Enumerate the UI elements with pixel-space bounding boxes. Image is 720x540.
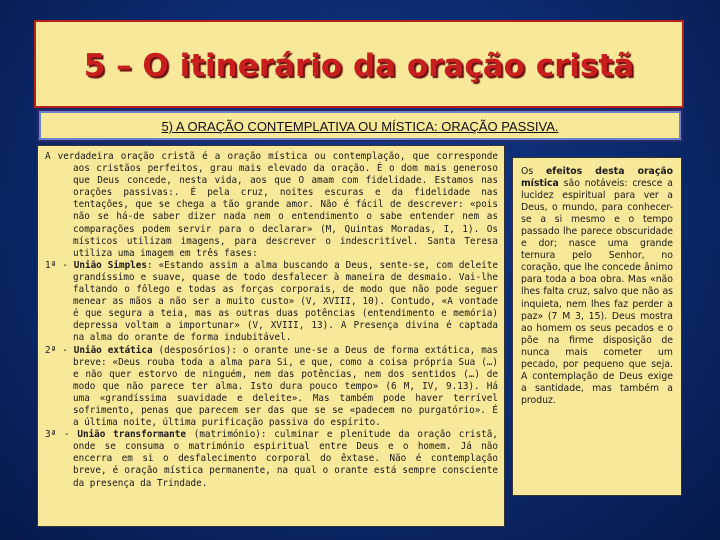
- side-paragraph: [521, 166, 673, 407]
- slide-subtitle: 5) A ORAÇÃO CONTEMPLATIVA OU MÍSTICA: ORAÇÃO PASSIVA.: [161, 119, 559, 134]
- stage-3-paragraph: [45, 429, 498, 489]
- stage-1-text: : «Estando assim a alma buscando a Deus, sente-se, com deleite grandíssimo e suave, quase de todo desfalecer à maneira de desmaio. Vai-lhe faltando o fôlego e todas as forças corporais, de modo que não pode seguer menear as mãos a não ser a muito custo» (V, XVIII, 10). Contudo, «A vontade é que segura a teia, mas as outras duas potências (entendimento e memória) depressa voltam a importunar» (V, XVIII, 13). A Presença divina é captada na alma do orante de forma indubitável.: [73, 259, 498, 344]
- side-text: são notáveis: cresce a lucidez espiritual para ver a Deus, o mundo, para conhecer-se a si mesmo e o tempo passado lhe parece obscuridade e dor; nasce uma grande ternura pelo Senhor, no coração, que lhe concede ânimo para toda a boa obra. Mas «não lhes falta cruz, salvo que não as inquieta, nem lhes faz perder a paz» (7 M 3, 15). Deus mostra ao homem os seus pecados e o põe na firme disposição de nunca mais cometer um pecado, por pequeno que seja. A contemplação de Deus exige a santidade, mas também a produz.: [521, 178, 673, 406]
- side-lead: Os: [521, 166, 534, 177]
- side-term: efeitos desta oração mística: [521, 166, 673, 190]
- stage-2-term: União extática: [73, 344, 153, 356]
- stage-1-term: União Simples: [73, 259, 147, 271]
- stage-3-term: União transformante: [77, 429, 186, 441]
- title-box: [34, 20, 684, 108]
- stage-2-text: (desposórios): o orante une-se a Deus de forma extática, mas breve: «Deus rouba toda a alma para Si, e que, como a coisa própria Sua (…) e não quer estorvo de ninguém, nem das potências, nem dos sentidos (…) de modo que não parece ter alma. Isto dura pouco tempo» (6 M, IV, 9.13). Há uma «grandíssima suavidade e deleite». Mas também pode haver terrível sofrimento, penas que parecem ser das que se se «padecem no purgatório». É a última noite, última purificação passiva do espírito.: [73, 344, 498, 429]
- stage-2-prefix: 2ª -: [45, 344, 74, 356]
- subtitle-box: [37, 109, 683, 142]
- stage-1-paragraph: [45, 260, 498, 345]
- main-text-box: [37, 145, 505, 527]
- intro-paragraph: A verdadeira oração cristã é a oração mística ou contemplação, que corresponde aos cristãos perfeitos, grau mais elevado da oração. É o dom mais generoso que Deus concede, nesta vida, aos que O amam com fidelidade. Estamos nas orações passivas:. É pela cruz, noites escuras e da fidelidade nas tentações, que se chega a tão grande amor. Não é fácil de descrever: «pois não se há-de saber dizer nada nem o entendimento o sabe entender nem as comparações podem servir para o declarar» (M, Quintas Moradas, I, 1). Os místicos utilizam imagens, para descrever o indescritível. Santa Teresa utiliza uma imagem em três fases:: [45, 151, 498, 259]
- stage-3-prefix: 3ª -: [45, 429, 78, 441]
- stage-1-prefix: 1ª -: [45, 259, 74, 271]
- stage-2-paragraph: [45, 345, 498, 430]
- stage-3-text: (matrimónio): culminar e plenitude da oração cristã, onde se consuma o matrimónio espiritual entre Deus e o homem. Já não encerra em si o desfalecimento corporal do êxtase. Não é contemplação breve, é oração mística permanente, na qual o orante está sempre consciente da presença da Trindade.: [73, 429, 498, 489]
- side-text-box: [512, 157, 682, 496]
- slide-title: 5 – O itinerário da oração cristã: [83, 48, 635, 84]
